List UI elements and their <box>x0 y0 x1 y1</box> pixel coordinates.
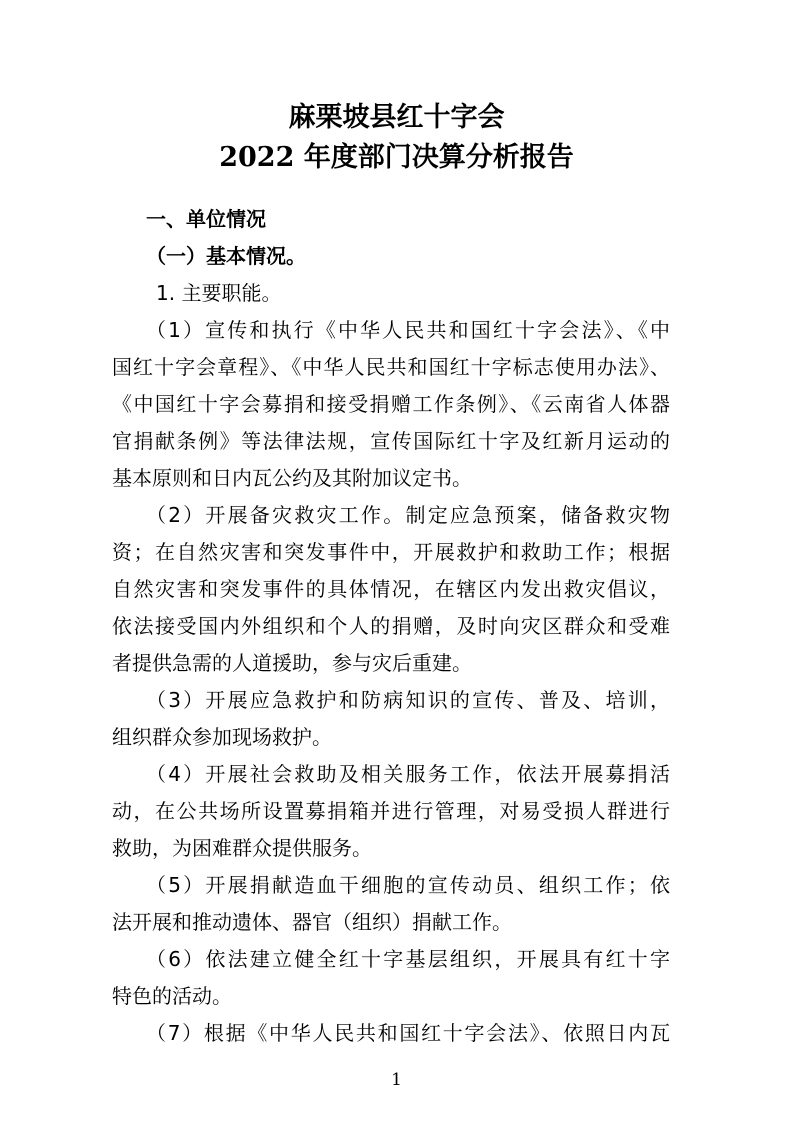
body-line: 救助，为困难群众提供服务。 <box>112 836 372 860</box>
body-line: 资；在自然灾害和突发事件中，开展救护和救助工作；根据 <box>112 540 670 564</box>
body-line: （5）开展捐献造血干细胞的宣传动员、组织工作；依 <box>146 873 670 897</box>
body-line: （6）依法建立健全红十字基层组织，开展具有红十字 <box>146 947 670 971</box>
body-line: 者提供急需的人道援助，参与灾后重建。 <box>112 651 472 675</box>
body-line: （3）开展应急救护和防病知识的宣传、普及、培训， <box>146 688 670 712</box>
document-title-line-1: 麻栗坡县红十字会 <box>288 102 505 133</box>
body-line: 自然灾害和突发事件的具体情况，在辖区内发出救灾倡议， <box>112 577 670 601</box>
body-line: 动，在公共场所设置募捐箱并进行管理，对易受损人群进行 <box>112 799 670 823</box>
body-line: 基本原则和日内瓦公约及其附加议定书。 <box>112 466 472 490</box>
body-line: 组织群众参加现场救护。 <box>112 725 332 749</box>
body-line: 《中国红十字会募捐和接受捐赠工作条例》、《云南省人体器 <box>112 392 670 416</box>
body-line: 特色的活动。 <box>112 984 232 1008</box>
section-heading: 一、单位情况 <box>146 207 266 231</box>
document-title-line-2: 2022 年度部门决算分析报告 <box>219 142 574 173</box>
body-line: 官捐献条例》等法律法规，宣传国际红十字及红新月运动的 <box>112 429 670 453</box>
body-line: （2）开展备灾救灾工作。制定应急预案，储备救灾物 <box>146 503 670 527</box>
body-line: （1）宣传和执行《中华人民共和国红十字会法》、《中 <box>146 318 670 342</box>
page-number: 1 <box>391 1070 402 1090</box>
body-line: （4）开展社会救助及相关服务工作，依法开展募捐活 <box>146 762 670 786</box>
body-line: 国红十字会章程》、《中华人民共和国红十字标志使用办法》、 <box>112 355 670 379</box>
body-line: 依法接受国内外组织和个人的捐赠，及时向灾区群众和受难 <box>112 614 670 638</box>
body-line: 法开展和推动遗体、器官（组织）捐献工作。 <box>112 910 512 934</box>
item-heading: 1. 主要职能。 <box>156 281 282 305</box>
body-line: （7）根据《中华人民共和国红十字会法》、依照日内瓦 <box>146 1021 670 1045</box>
subsection-heading: （一）基本情况。 <box>146 244 306 268</box>
